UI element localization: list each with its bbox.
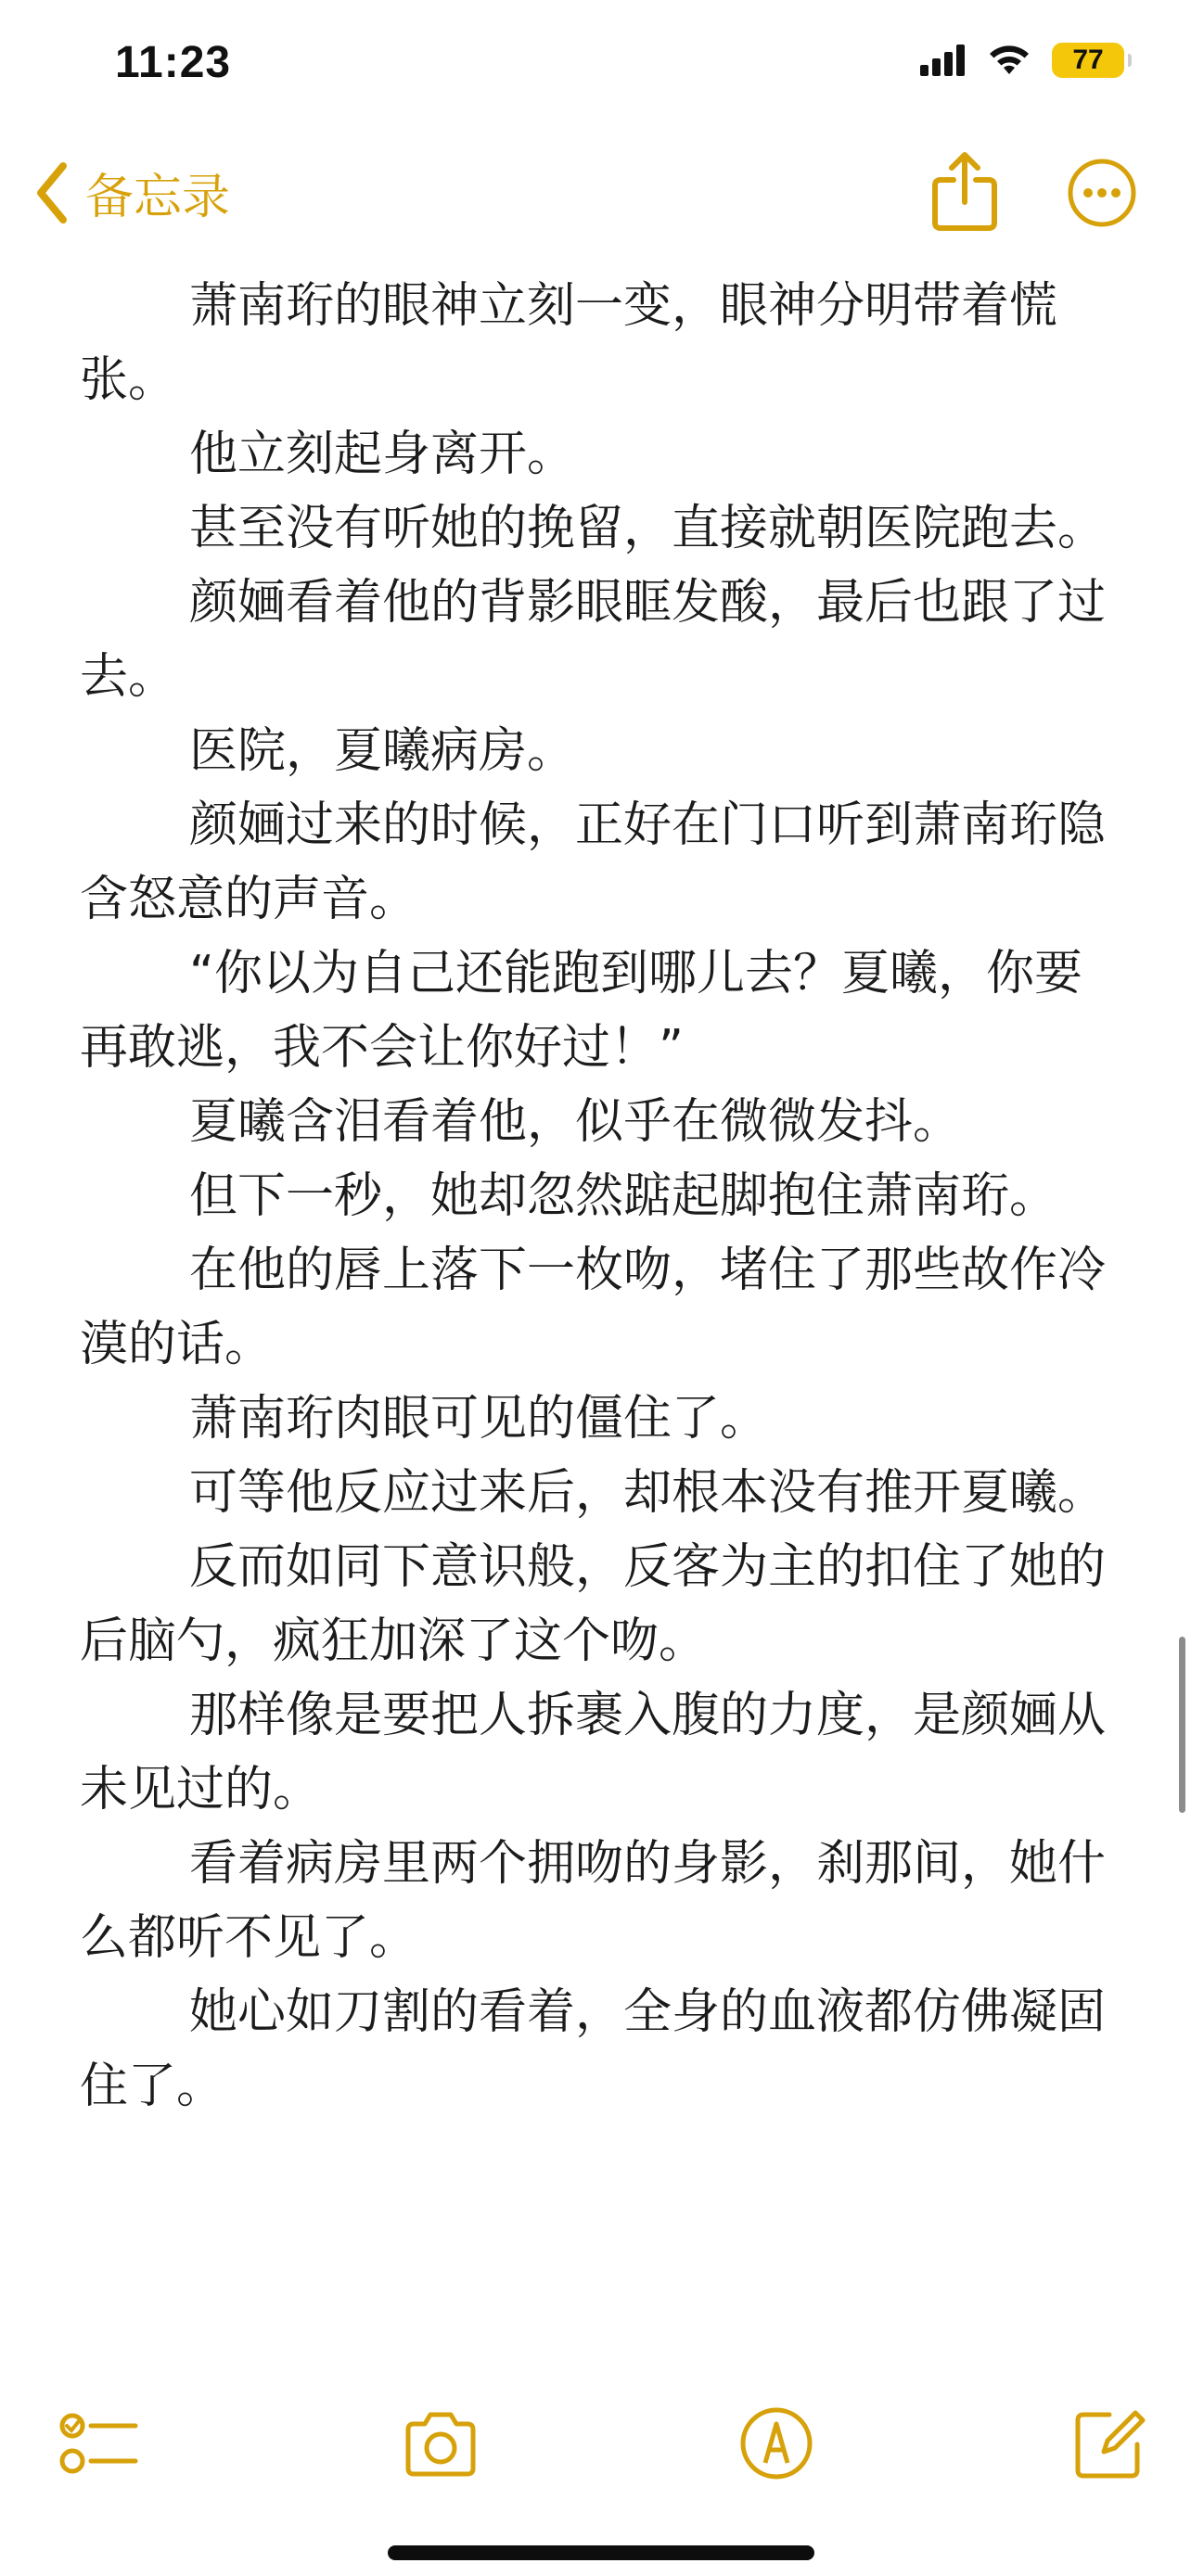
share-button[interactable] — [928, 150, 1002, 234]
note-paragraph: 夏曦含泪看着他，似乎在微微发抖。 — [189, 1094, 962, 1150]
markup-button[interactable] — [735, 2402, 818, 2485]
note-paragraph: 甚至没有听她的挽留，直接就朝医院跑去。 — [189, 501, 1107, 556]
note-paragraph: 他立刻起身离开。 — [189, 427, 576, 482]
markup-pen-icon — [735, 2402, 818, 2485]
status-time: 11:23 — [115, 38, 232, 87]
note-paragraph: 颜婳过来的时候，正好在门口听到萧南珩隐含怒意的声音。 — [80, 797, 1107, 927]
bottom-toolbar — [0, 2383, 1191, 2504]
camera-icon — [399, 2402, 482, 2485]
scroll-indicator[interactable] — [1179, 1637, 1185, 1813]
battery-level: 77 — [1072, 45, 1104, 75]
note-paragraph: 反而如同下意识般，反客为主的扣住了她的后脑勺，疯狂加深了这个吻。 — [80, 1539, 1107, 1669]
note-paragraph: 看着病房里两个拥吻的身影，刹那间，她什么都听不见了。 — [80, 1836, 1107, 1966]
note-paragraph: 但下一秒，她却忽然踮起脚抱住萧南珩。 — [189, 1168, 1058, 1224]
note-paragraph: 那样像是要把人拆裹入腹的力度，是颜婳从未见过的。 — [80, 1688, 1107, 1817]
note-paragraph: “你以为自己还能跑到哪儿去？夏曦，你要再敢逃，我不会让你好过！” — [80, 946, 1082, 1076]
compose-icon — [1067, 2402, 1150, 2485]
checklist-button[interactable] — [58, 2402, 141, 2485]
cellular-signal-icon — [920, 45, 967, 76]
note-paragraph: 萧南珩肉眼可见的僵住了。 — [189, 1391, 769, 1447]
note-paragraph: 她心如刀割的看着，全身的血液都仿佛凝固住了。 — [80, 1984, 1107, 2114]
camera-button[interactable] — [399, 2402, 482, 2485]
navigation-bar — [0, 139, 1191, 250]
back-button[interactable] — [33, 158, 230, 227]
note-paragraph: 在他的唇上落下一枚吻，堵住了那些故作冷漠的话。 — [80, 1243, 1107, 1372]
note-paragraph: 可等他反应过来后，却根本没有推开夏曦。 — [189, 1465, 1107, 1521]
more-button[interactable] — [1067, 158, 1137, 228]
more-icon — [1067, 158, 1137, 228]
home-indicator[interactable] — [388, 2545, 814, 2560]
note-paragraph: 萧南珩的眼神立刻一变，眼神分明带着慌张。 — [80, 278, 1058, 408]
wifi-icon — [987, 45, 1031, 76]
note-paragraph: 颜婳看着他的背影眼眶发酸，最后也跟了过去。 — [80, 575, 1107, 705]
status-bar — [0, 0, 1191, 139]
note-paragraph: 医院，夏曦病房。 — [189, 723, 576, 779]
compose-button[interactable] — [1067, 2402, 1150, 2485]
battery-indicator — [1052, 43, 1124, 78]
back-label: 备忘录 — [85, 170, 231, 225]
chevron-left-icon — [33, 160, 70, 225]
status-icons — [920, 43, 1124, 78]
note-body[interactable] — [80, 269, 1117, 2123]
checklist-icon — [58, 2402, 141, 2485]
share-icon — [928, 150, 1002, 234]
